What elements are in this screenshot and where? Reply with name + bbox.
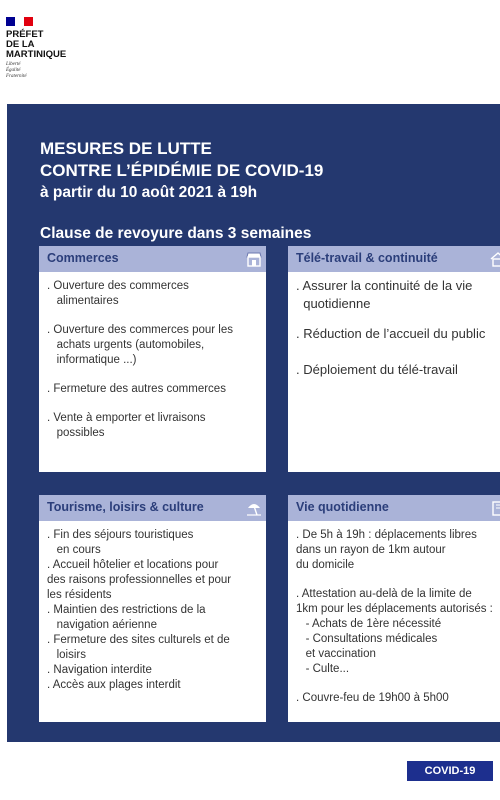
prefecture-name: PRÉFET DE LA MARTINIQUE [6, 29, 67, 60]
card-title: Télé-travail & continuité [296, 251, 438, 265]
list-item: . Accueil hôtelier et locations pour des raisons professionnelles et pour les résidents [47, 559, 232, 601]
card-list [47, 528, 231, 693]
card-title: Vie quotidienne [296, 500, 389, 514]
list-item: . Navigation interdite [47, 664, 152, 676]
card-header [288, 495, 500, 521]
list-item: . Ouverture des commerces pour les achats urgents (automobiles, informatique ...) [47, 324, 233, 366]
list-item: . Assurer la continuité de la vie quotidienne [296, 278, 473, 311]
list-item: . Fin des séjours touristiques en cours [47, 529, 194, 556]
list-item: . Accès aux plages interdit [47, 679, 181, 691]
beach-umbrella-icon [246, 500, 262, 516]
list-item: . De 5h à 19h : déplacements libres dans un rayon de 1km autour du domicile [296, 529, 477, 571]
card-vie-quotidienne [288, 495, 500, 722]
building-icon [490, 500, 500, 516]
review-clause: Clause de revoyure dans 3 semaines [40, 225, 312, 242]
covid-badge: COVID-19 [407, 761, 493, 781]
card-list [296, 277, 485, 379]
republic-motto: Liberté Égalité Fraternité [6, 62, 27, 79]
card-header [288, 246, 500, 272]
card-teletravail [288, 246, 500, 472]
list-item: . Fermeture des sites culturels et de loisirs [47, 634, 230, 661]
list-item: . Couvre-feu de 19h00 à 5h00 [296, 692, 449, 704]
house-icon [490, 251, 500, 267]
shop-icon [246, 251, 262, 267]
list-item: . Réduction de l’accueil du public [296, 326, 486, 341]
card-commerces [39, 246, 266, 472]
list-item: . Vente à emporter et livraisons possibles [47, 412, 206, 439]
card-header [39, 495, 266, 521]
card-list [296, 528, 493, 706]
french-flag-icon [6, 17, 33, 26]
list-item: . Déploiement du télé-travail [296, 362, 458, 377]
card-tourisme [39, 495, 266, 722]
card-title: Commerces [47, 251, 119, 265]
list-item: . Maintien des restrictions de la navigation aérienne [47, 604, 206, 631]
page-title: MESURES DE LUTTE CONTRE L’ÉPIDÉMIE DE COVID-19 [40, 139, 324, 180]
effective-date: à partir du 10 août 2021 à 19h [40, 184, 258, 201]
list-item: . Ouverture des commerces alimentaires [47, 280, 189, 307]
card-title: Tourisme, loisirs & culture [47, 500, 204, 514]
prefet-logo [6, 17, 86, 80]
list-item: . Fermeture des autres commerces [47, 383, 226, 395]
list-item: . Attestation au-delà de la limite de 1km pour les déplacements autorisés : - Achats de 1ère nécessité - Consultations médicales et vaccination - Culte... [296, 588, 493, 675]
card-header [39, 246, 266, 272]
card-list [47, 279, 233, 441]
